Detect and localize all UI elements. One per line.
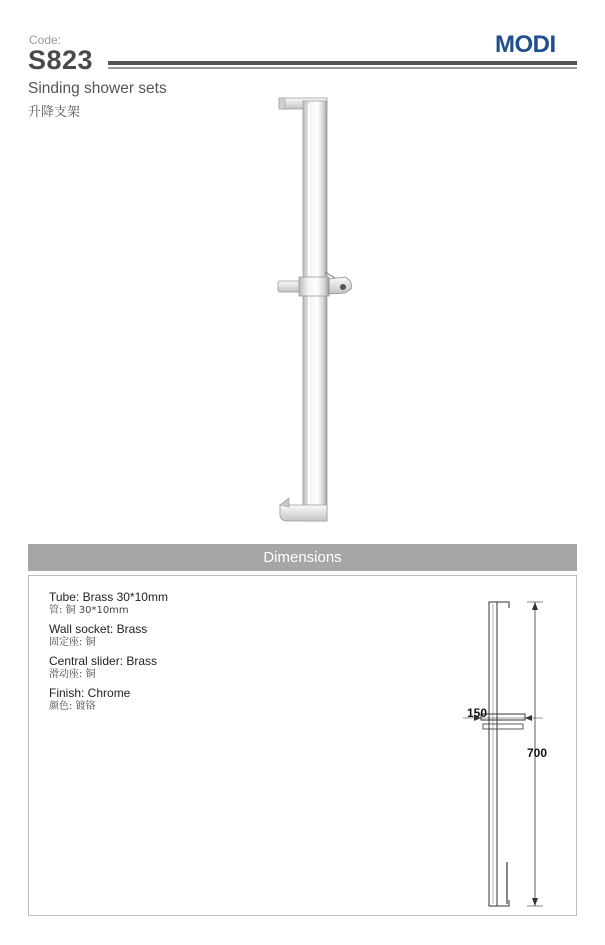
spec-item-finish (49, 686, 168, 713)
spec-zh: 固定座: 铜 (49, 637, 96, 648)
spec-en: Finish: Chrome (49, 686, 131, 700)
spec-item-wall-socket (49, 622, 168, 649)
brand-logo: MODI (495, 31, 556, 58)
header-rule-thick (108, 61, 577, 65)
product-title-en: Sinding shower sets (28, 80, 167, 97)
spec-item-central-slider (49, 654, 168, 681)
product-title-zh: 升降支架 (28, 105, 81, 120)
spec-en: Tube: Brass 30*10mm (49, 590, 168, 604)
spec-item-tube (49, 590, 168, 617)
header-rule-thin (108, 67, 577, 69)
spec-list (49, 590, 168, 718)
spec-zh: 管: 铜 30*10mm (49, 605, 129, 616)
spec-zh: 滑动座: 铜 (49, 669, 96, 680)
product-code: S823 (28, 45, 94, 75)
spec-box (28, 575, 577, 916)
dimensions-heading: Dimensions (28, 544, 577, 571)
height-dimension-label: 700 (527, 746, 548, 760)
code-label: Code: (29, 33, 62, 47)
spec-en: Central slider: Brass (49, 654, 158, 668)
shower-slide-bar-image (265, 95, 375, 525)
technical-drawing (439, 592, 559, 912)
spec-en: Wall socket: Brass (49, 622, 148, 636)
width-dimension-label: 150 (467, 706, 488, 720)
spec-zh: 颜色: 镀铬 (49, 701, 96, 712)
